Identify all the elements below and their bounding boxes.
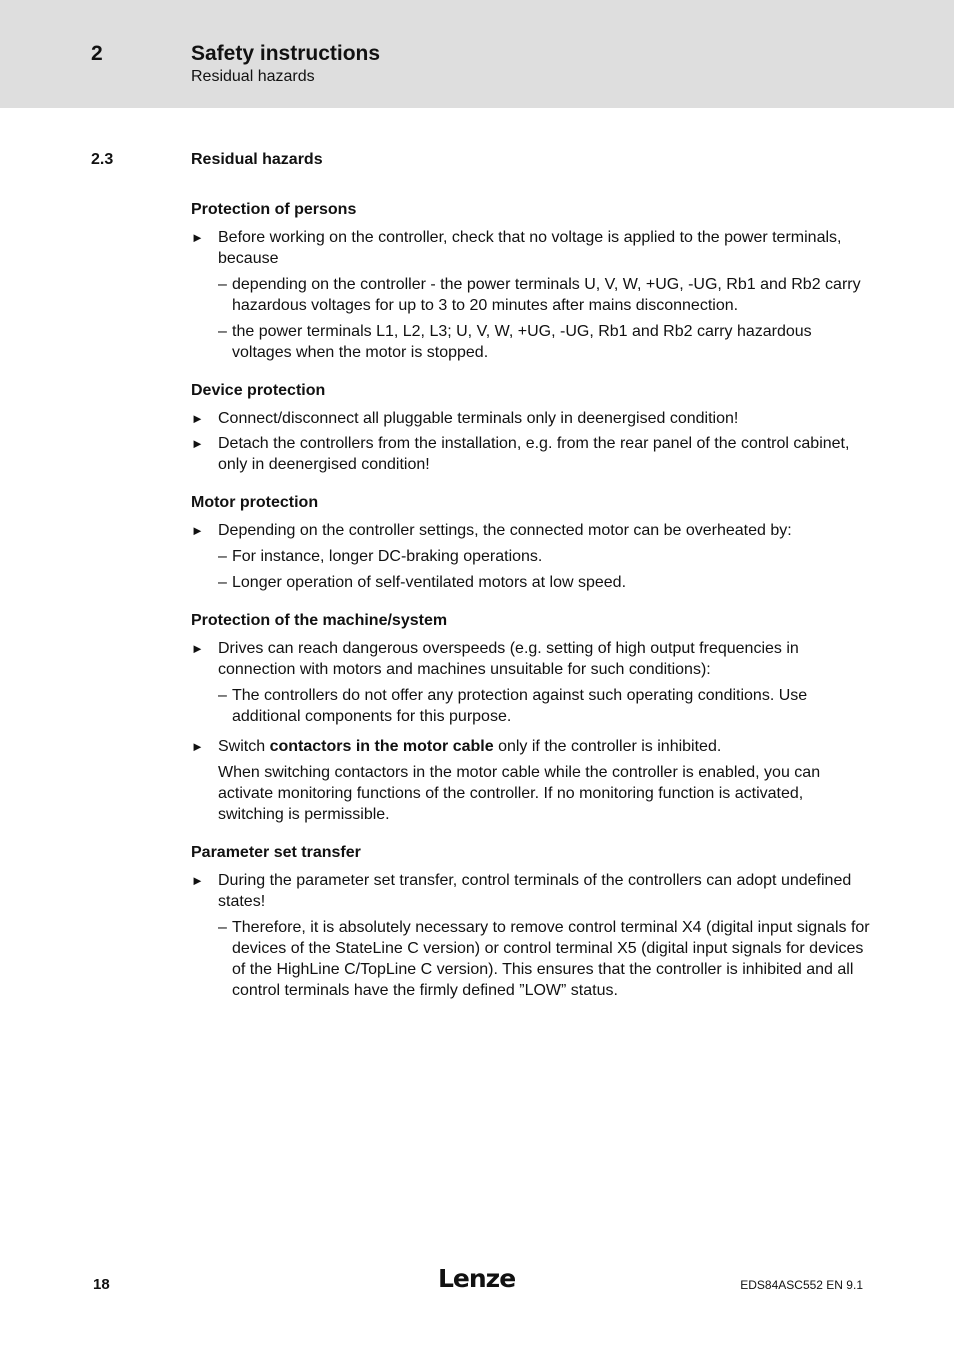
dash-item bbox=[191, 546, 871, 567]
bullet-item bbox=[191, 736, 871, 757]
bullet-arrow-icon: ► bbox=[191, 523, 204, 538]
page-number: 18 bbox=[93, 1276, 110, 1293]
bullet-item bbox=[191, 408, 871, 429]
dash-mark: – bbox=[218, 574, 227, 591]
chapter-number: 2 bbox=[91, 42, 103, 65]
dash-item bbox=[191, 917, 871, 1001]
bullet-arrow-icon: ► bbox=[191, 230, 204, 245]
bullet-item bbox=[191, 638, 871, 680]
bullet-arrow-icon: ► bbox=[191, 641, 204, 656]
paramset-block bbox=[191, 842, 871, 1001]
dash-text: the power terminals L1, L2, L3; U, V, W, +UG, -UG, Rb1 and Rb2 carry hazardous voltages when the motor is stopped. bbox=[232, 323, 812, 361]
dash-mark: – bbox=[218, 323, 227, 340]
bullet-text-post: only if the controller is inhibited. bbox=[493, 738, 722, 755]
bullet-arrow-icon: ► bbox=[191, 873, 204, 888]
subheading: Device protection bbox=[191, 382, 326, 399]
machine-block bbox=[191, 610, 871, 825]
dash-item bbox=[191, 572, 871, 593]
bullet-item bbox=[191, 227, 871, 269]
subheading: Protection of persons bbox=[191, 201, 357, 218]
bullet-arrow-icon: ► bbox=[191, 739, 204, 754]
bullet-text: Depending on the controller settings, the connected motor can be overheated by: bbox=[218, 522, 792, 539]
bullet-item bbox=[191, 870, 871, 912]
dash-mark: – bbox=[218, 548, 227, 565]
bullet-text: Connect/disconnect all pluggable terminals only in deenergised condition! bbox=[218, 410, 739, 427]
bullet-text: Detach the controllers from the installation, e.g. from the rear panel of the control cabinet, only in deenergised condition! bbox=[218, 435, 850, 473]
dash-text: The controllers do not offer any protection against such operating conditions. Use additional components for this purpose. bbox=[232, 687, 808, 725]
dash-text: depending on the controller - the power terminals U, V, W, +UG, -UG, Rb1 and Rb2 carry hazardous voltages for up to 3 to 20 minutes after mains disconnection. bbox=[232, 276, 861, 314]
device-block bbox=[191, 380, 871, 475]
paragraph: When switching contactors in the motor cable while the controller is enabled, you can activate monitoring functions of the controller. If no monitoring function is activated, switching is permissible. bbox=[218, 764, 821, 823]
header-band bbox=[0, 0, 954, 108]
bullet-text: During the parameter set transfer, control terminals of the controllers can adopt undefined states! bbox=[218, 872, 852, 910]
dash-mark: – bbox=[218, 919, 227, 936]
lenze-logo: Lenze bbox=[438, 1264, 516, 1293]
subheading: Motor protection bbox=[191, 494, 319, 511]
dash-item bbox=[191, 321, 871, 363]
section-title: Residual hazards bbox=[191, 151, 323, 168]
dash-item bbox=[191, 274, 871, 316]
document-reference: EDS84ASC552 EN 9.1 bbox=[740, 1278, 863, 1292]
bullet-text-bold: contactors in the motor cable bbox=[269, 738, 494, 755]
chapter-title: Safety instructions bbox=[191, 42, 381, 65]
dash-text: Longer operation of self-ventilated motors at low speed. bbox=[232, 574, 627, 591]
dash-mark: – bbox=[218, 276, 227, 293]
bullet-text: Drives can reach dangerous overspeeds (e.g. setting of high output frequencies in connection with motors and machines unsuitable for such conditions): bbox=[218, 640, 799, 678]
content bbox=[191, 199, 871, 1018]
dash-item bbox=[191, 685, 871, 727]
bullet-arrow-icon: ► bbox=[191, 411, 204, 426]
bullet-item bbox=[191, 433, 871, 475]
subheading: Protection of the machine/system bbox=[191, 612, 448, 629]
bullet-text: Before working on the controller, check that no voltage is applied to the power terminals, because bbox=[218, 229, 842, 267]
bullet-text-pre: Switch bbox=[218, 738, 270, 755]
subheading: Parameter set transfer bbox=[191, 844, 361, 861]
chapter-subtitle: Residual hazards bbox=[191, 68, 315, 85]
dash-text: Therefore, it is absolutely necessary to remove control terminal X4 (digital input signals for devices of the StateLine C version) or control terminal X5 (digital input signals for devices of the HighLine C/TopLine C version). This ensures that the controller is inhibited and all control terminals have the firmly defined ”LOW” status. bbox=[232, 919, 870, 999]
bullet-arrow-icon: ► bbox=[191, 436, 204, 451]
dash-mark: – bbox=[218, 687, 227, 704]
dash-text: For instance, longer DC-braking operations. bbox=[232, 548, 543, 565]
persons-block bbox=[191, 199, 871, 363]
motor-block bbox=[191, 492, 871, 593]
section-number: 2.3 bbox=[91, 151, 114, 168]
bullet-item bbox=[191, 520, 871, 541]
